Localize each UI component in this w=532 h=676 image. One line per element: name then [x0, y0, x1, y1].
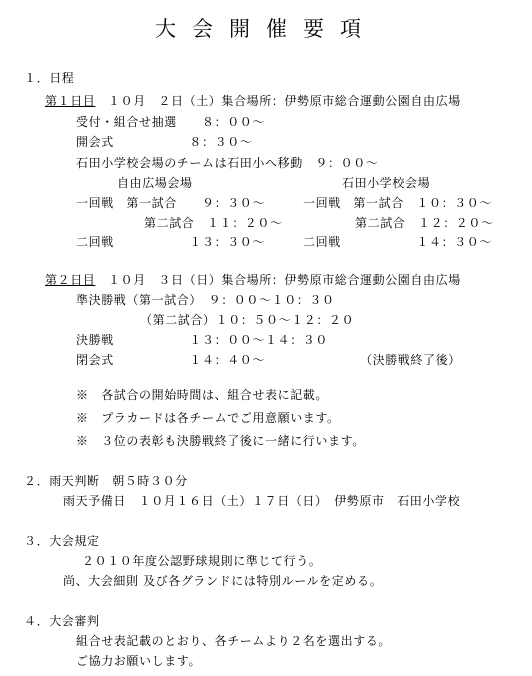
- day1-move-note: 石田小学校会場のチームは石田小へ移動 ９：００～: [76, 156, 379, 170]
- note-item: ※ ３位の表彰も決勝戦終了後に一緒に行います。: [76, 434, 365, 448]
- rules-line-1: ２０１０年度公認野球規則に準じて行う。: [82, 554, 322, 568]
- section-4-heading: ４．大会審判: [24, 614, 100, 628]
- venue-ishida: 石田小学校会場: [342, 176, 431, 190]
- semifinal-game2: （第二試合）１０：５０～１２：２０: [140, 313, 355, 327]
- section-1-heading: １．日程: [24, 71, 75, 85]
- note-item: ※ プラカードは各チームでご用意願います。: [76, 411, 340, 425]
- umpire-line-1: 組合せ表記載のとおり、各チームより２名を選出する。: [76, 634, 392, 648]
- note-item: ※ 各試合の開始時間は、組合せ表に記載。: [76, 388, 329, 402]
- page-title: 大会開催要項: [155, 17, 377, 41]
- round1-b-game1: 一回戦 第一試合 １０：３０～: [303, 196, 493, 210]
- round2-b: 二回戦 １４：３０～: [303, 235, 493, 249]
- day1-reception: 受付・組合せ抽選 ８：００～: [76, 115, 266, 129]
- round1-a-game2: 第二試合 １１：２０～: [144, 216, 283, 230]
- semifinal-game1: 準決勝戦（第一試合） ９：００～１０：３０: [76, 293, 335, 307]
- round1-a-game1: 一回戦 第一試合 ９：３０～: [76, 196, 266, 210]
- day1-header-rest: １０月 ２日（土）集合場所：伊勢原市総合運動公園自由広場: [95, 94, 461, 108]
- section-3-heading: ３．大会規定: [24, 534, 100, 548]
- day1-header: [45, 93, 461, 109]
- venue-jiyuhiroba: 自由広場会場: [117, 176, 193, 190]
- rain-reserve-day: 雨天予備日 １０月１６日（土）１７日（日） 伊勢原市 石田小学校: [63, 494, 461, 508]
- round1-b-game2: 第二試合 １２：２０～: [355, 216, 494, 230]
- closing-ceremony: 閉会式 １４：４０～: [76, 353, 266, 367]
- umpire-line-2: ご協力お願いします。: [76, 654, 202, 668]
- round2-a: 二回戦 １３：３０～: [76, 235, 266, 249]
- day1-label: 第１日目: [45, 94, 96, 108]
- day2-label: 第２日目: [45, 273, 96, 287]
- day2-header: [45, 272, 461, 288]
- section-2-heading: ２．雨天判断 朝５時３０分: [24, 474, 188, 488]
- day2-header-rest: １０月 ３日（日）集合場所：伊勢原市総合運動公園自由広場: [95, 273, 461, 287]
- day1-opening: 開会式 ８：３０～: [76, 135, 253, 149]
- rules-line-2: 尚、大会細則 及び各グランドには特別ルールを定める。: [63, 574, 383, 588]
- final-game: 決勝戦 １３：００～１４：３０: [76, 333, 329, 347]
- closing-note: （決勝戦終了後）: [360, 353, 461, 367]
